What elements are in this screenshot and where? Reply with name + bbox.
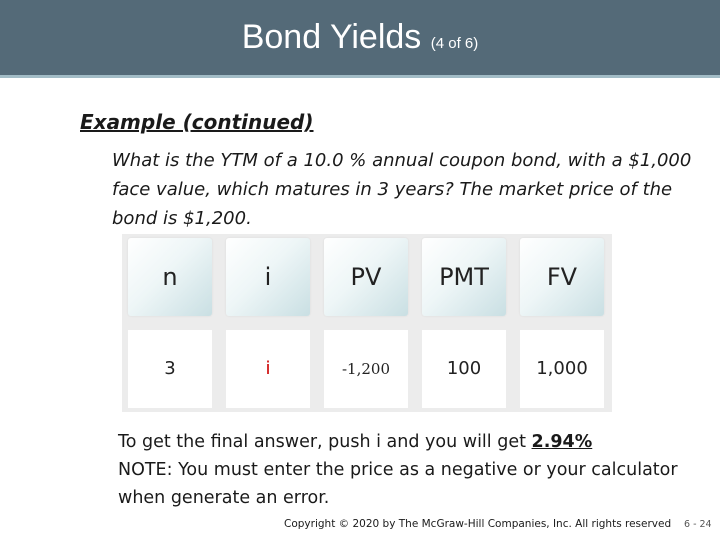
key-n: n [128,238,212,316]
value-pv: -1,200 [324,330,408,408]
key-pmt: PMT [422,238,506,316]
calculator-table [122,234,612,412]
answer-line1: To get the final answer, push i and you will get [118,432,532,452]
value-n: 3 [128,330,212,408]
title-page-indicator: (4 of 6) [430,35,479,52]
answer-text [118,428,678,512]
page-number: 6 - 24 [684,519,712,530]
answer-note: NOTE: You must enter the price as a negative or your calculator when generate an error. [118,460,678,508]
title-bar [0,0,720,78]
key-i: i [226,238,310,316]
value-fv: 1,000 [520,330,604,408]
copyright-footer: Copyright © 2020 by The McGraw-Hill Companies, Inc. All rights reserved [284,518,672,530]
key-pv: PV [324,238,408,316]
value-pmt: 100 [422,330,506,408]
key-fv: FV [520,238,604,316]
example-heading: Example (continued) [80,110,314,134]
answer-percentage: 2.94% [531,432,593,452]
question-text: What is the YTM of a 10.0 % annual coupon bond, with a $1,000 face value, which matures in 3 years? The market price of the bond is $1,200. [112,150,692,229]
value-i: i [226,330,310,408]
title-main: Bond Yields [241,18,422,56]
slide-title [0,18,720,57]
